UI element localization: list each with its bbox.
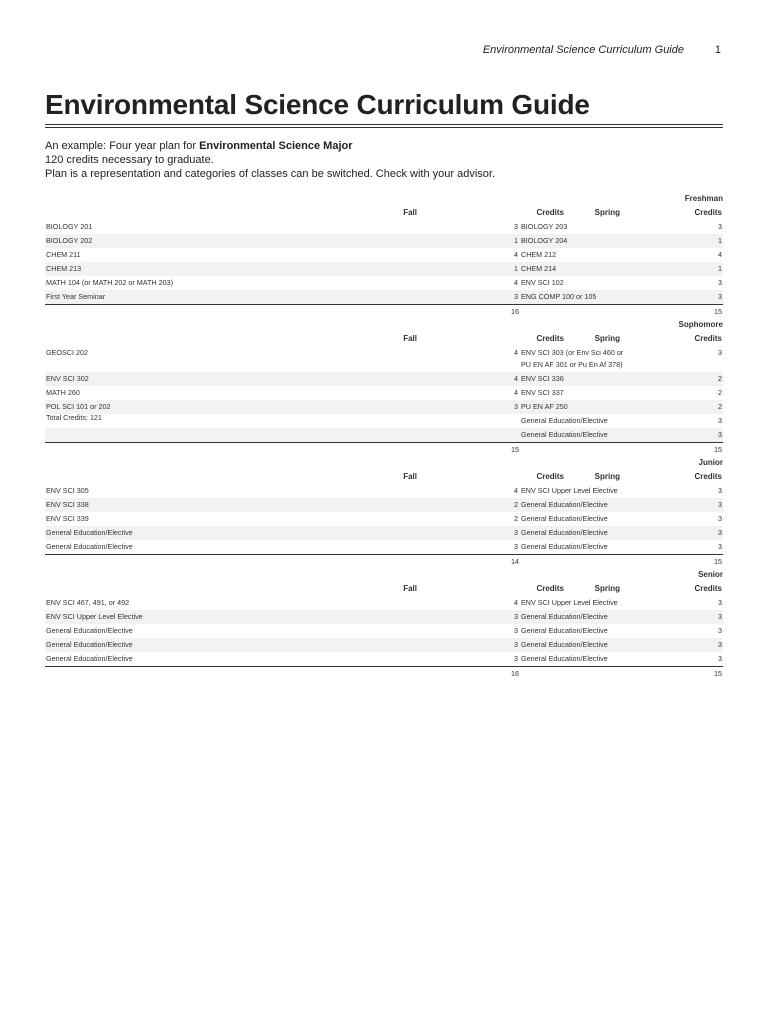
spring-header: Spring xyxy=(594,472,620,481)
course-row xyxy=(45,652,723,666)
fall-course: ENV SCI 305 xyxy=(46,486,89,495)
column-header-row xyxy=(45,582,723,596)
spring-header: Spring xyxy=(594,334,620,343)
fall-credits-header: Credits xyxy=(536,208,564,217)
spring-total: 15 xyxy=(714,669,722,678)
spring-course-credits: 3 xyxy=(718,486,722,495)
spring-course-credits: 3 xyxy=(718,542,722,551)
fall-course-credits xyxy=(507,429,518,441)
column-header-row xyxy=(45,332,723,346)
fall-course: General Education/Elective xyxy=(46,626,133,635)
fall-course: MATH 260 xyxy=(46,388,80,397)
fall-course: BIOLOGY 202 xyxy=(46,236,93,245)
fall-course-credits: 1 xyxy=(514,236,518,245)
course-row xyxy=(45,428,723,442)
spring-course: General Education/Elective xyxy=(521,542,608,551)
column-header-row xyxy=(45,470,723,484)
fall-course-credits: 2 xyxy=(514,500,518,509)
course-row xyxy=(45,624,723,638)
total-credits: Total Credits: 121 xyxy=(46,413,102,422)
spring-course: General Education/Elective xyxy=(521,514,608,523)
spring-course: General Education/Elective xyxy=(521,654,608,663)
spring-course-credits: 3 xyxy=(718,640,722,649)
running-header-title: Environmental Science Curriculum Guide xyxy=(482,44,684,56)
spring-course-credits: 3 xyxy=(718,500,722,509)
spring-course-credits: 3 xyxy=(718,292,722,301)
spring-credits-header: Credits xyxy=(694,472,722,481)
semester-totals-row xyxy=(45,442,723,456)
spring-course: ENV SCI 336 xyxy=(521,374,564,383)
course-row xyxy=(45,276,723,290)
fall-course: ENV SCI Upper Level Elective xyxy=(46,612,143,621)
spring-credits-header: Credits xyxy=(694,334,722,343)
spring-course: General Education/Elective xyxy=(521,500,608,509)
course-row xyxy=(45,372,723,386)
fall-course-credits: 4 xyxy=(514,598,518,607)
semester-totals-row xyxy=(45,554,723,568)
year-section-sophomore xyxy=(45,318,723,456)
spring-course: ENV SCI Upper Level Elective xyxy=(521,598,618,607)
semester-totals-row xyxy=(45,304,723,318)
spring-course-credits: 3 xyxy=(718,598,722,607)
fall-total: 16 xyxy=(511,307,519,316)
fall-course: ENV SCI 338 xyxy=(46,500,89,509)
spring-course: General Education/Elective xyxy=(521,528,608,537)
spring-course: ENV SCI 102 xyxy=(521,278,564,287)
fall-course: ENV SCI 467, 491, or 492 xyxy=(46,598,130,607)
year-label: Sophomore xyxy=(678,320,723,329)
fall-course: GEOSCI 202 xyxy=(46,348,88,357)
year-label: Freshman xyxy=(684,194,723,203)
fall-total: 15 xyxy=(511,445,519,454)
course-row xyxy=(45,484,723,498)
fall-credits-header: Credits xyxy=(536,584,564,593)
fall-course: First Year Seminar xyxy=(46,292,106,301)
year-label: Junior xyxy=(698,458,723,467)
fall-course-credits: 4 xyxy=(514,348,518,357)
fall-course-credits: 3 xyxy=(514,640,518,649)
page-number: 1 xyxy=(714,44,721,56)
intro-line-1-prefix: An example: Four year plan for xyxy=(45,140,200,152)
intro-line-1 xyxy=(45,139,495,153)
fall-course-credits: 3 xyxy=(514,654,518,663)
spring-course: ENV SCI 337 xyxy=(521,388,564,397)
course-row xyxy=(45,414,723,428)
fall-course: ENV SCI 339 xyxy=(46,514,89,523)
fall-course-credits: 3 xyxy=(514,222,518,231)
spring-course-credits: 3 xyxy=(718,654,722,663)
fall-course-credits: 3 xyxy=(514,402,518,411)
title-rule xyxy=(45,124,723,125)
spring-course: ENG COMP 100 or 105 xyxy=(521,292,597,301)
spring-course: ENV SCI 303 (or Env Sci 460 or PU EN AF 301 or Pu En Af 378) xyxy=(521,348,624,369)
course-row xyxy=(45,498,723,512)
fall-course-credits: 4 xyxy=(514,250,518,259)
spring-course-credits: 3 xyxy=(718,430,722,439)
course-row xyxy=(45,248,723,262)
course-row xyxy=(45,234,723,248)
fall-course: CHEM 213 xyxy=(46,264,82,273)
fall-course: General Education/Elective xyxy=(46,654,133,663)
curriculum-table xyxy=(45,192,723,680)
fall-course: General Education/Elective xyxy=(46,528,133,537)
fall-course-credits: 3 xyxy=(514,292,518,301)
fall-course: BIOLOGY 201 xyxy=(46,222,93,231)
spring-course-credits: 3 xyxy=(718,222,722,231)
fall-header: Fall xyxy=(403,472,417,481)
fall-course-credits: 4 xyxy=(514,388,518,397)
major-name: Environmental Science Major xyxy=(199,140,353,152)
spring-course: CHEM 212 xyxy=(521,250,557,259)
spring-course-credits: 2 xyxy=(718,374,722,383)
spring-total: 15 xyxy=(714,557,722,566)
fall-total: 14 xyxy=(511,557,519,566)
spring-course-credits: 3 xyxy=(718,626,722,635)
page-title: Environmental Science Curriculum Guide xyxy=(45,89,590,120)
fall-course-credits: 2 xyxy=(514,514,518,523)
fall-course-credits: 3 xyxy=(514,626,518,635)
running-header xyxy=(0,44,768,58)
spring-course-credits: 3 xyxy=(718,528,722,537)
spring-course-credits: 2 xyxy=(718,388,722,397)
intro-line-2: 120 credits necessary to graduate. xyxy=(45,154,214,166)
fall-total: 16 xyxy=(511,669,519,678)
fall-course-credits: 4 xyxy=(514,486,518,495)
fall-header: Fall xyxy=(403,208,417,217)
spring-course: PU EN AF 250 xyxy=(521,402,568,411)
year-section-junior xyxy=(45,456,723,568)
fall-credits-header: Credits xyxy=(536,472,564,481)
spring-course: CHEM 214 xyxy=(521,264,557,273)
fall-course: ENV SCI 302 xyxy=(46,374,89,383)
course-row xyxy=(45,526,723,540)
fall-course-credits: 4 xyxy=(514,374,518,383)
spring-course-credits: 1 xyxy=(718,264,722,273)
course-row xyxy=(45,610,723,624)
semester-totals-row xyxy=(45,666,723,680)
fall-course: MATH 104 (or MATH 202 or MATH 203) xyxy=(46,278,174,287)
fall-course: General Education/Elective xyxy=(46,542,133,551)
spring-header: Spring xyxy=(594,584,620,593)
spring-course: General Education/Elective xyxy=(521,640,608,649)
spring-course: BIOLOGY 204 xyxy=(521,236,568,245)
fall-header: Fall xyxy=(403,334,417,343)
fall-course-credits: 4 xyxy=(514,278,518,287)
fall-header: Fall xyxy=(403,584,417,593)
spring-course: General Education/Elective xyxy=(521,416,608,425)
course-row xyxy=(45,638,723,652)
course-row xyxy=(45,290,723,304)
spring-course-credits: 1 xyxy=(718,236,722,245)
course-row xyxy=(45,262,723,276)
spring-course-credits: 3 xyxy=(718,514,722,523)
fall-credits-header: Credits xyxy=(536,334,564,343)
spring-course-credits: 3 xyxy=(718,612,722,621)
year-section-freshman xyxy=(45,192,723,318)
spring-total: 15 xyxy=(714,307,722,316)
fall-course-credits: 1 xyxy=(514,264,518,273)
fall-course: General Education/Elective xyxy=(46,640,133,649)
spring-header: Spring xyxy=(594,208,620,217)
fall-course-credits: 3 xyxy=(514,528,518,537)
spring-course-credits: 3 xyxy=(718,348,722,357)
spring-credits-header: Credits xyxy=(694,208,722,217)
spring-course-credits: 3 xyxy=(718,416,722,425)
fall-course: POL SCI 101 or 202 xyxy=(46,402,111,411)
spring-course-credits: 2 xyxy=(718,402,722,411)
year-label: Senior xyxy=(698,570,723,579)
course-row xyxy=(45,400,723,414)
intro-line-3: Plan is a representation and categories of classes can be switched. Check with your advisor. xyxy=(45,168,496,180)
spring-course: BIOLOGY 203 xyxy=(521,222,568,231)
course-row xyxy=(45,346,723,372)
fall-course xyxy=(45,429,507,441)
spring-course: General Education/Elective xyxy=(521,626,608,635)
course-row xyxy=(45,596,723,610)
year-section-senior xyxy=(45,568,723,680)
course-row xyxy=(45,540,723,554)
column-header-row xyxy=(45,206,723,220)
course-row xyxy=(45,512,723,526)
title-rule xyxy=(45,127,723,128)
course-row xyxy=(45,386,723,400)
spring-course-credits: 4 xyxy=(718,250,722,259)
fall-course xyxy=(45,415,507,427)
course-row xyxy=(45,220,723,234)
spring-course: General Education/Elective xyxy=(521,612,608,621)
fall-course-credits: 3 xyxy=(514,542,518,551)
spring-course: General Education/Elective xyxy=(521,430,608,439)
fall-course-credits xyxy=(507,415,518,427)
spring-credits-header: Credits xyxy=(694,584,722,593)
spring-total: 15 xyxy=(714,445,722,454)
fall-course: CHEM 211 xyxy=(46,250,81,259)
spring-course-credits: 3 xyxy=(718,278,722,287)
fall-course-credits: 3 xyxy=(514,612,518,621)
spring-course: ENV SCI Upper Level Elective xyxy=(521,486,618,495)
intro-text xyxy=(45,139,495,181)
